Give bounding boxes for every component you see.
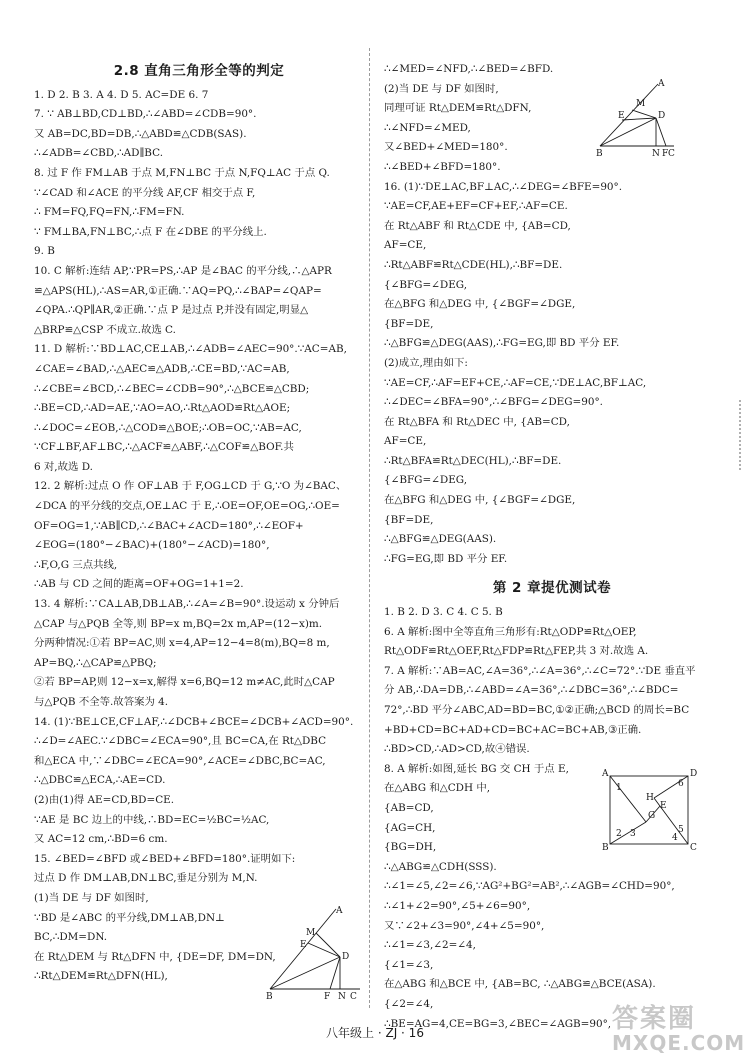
answer-line: △BRP≌△CSP 不成立.故选 C. (34, 323, 176, 336)
answer-line: ∴∠DOC=∠EOB,∴△COD≌△BOE;∴OB=OC,∵AB=AC, (34, 421, 302, 434)
answer-line: 8. A 解析:如图,延长 BG 交 CH 于点 E, (384, 762, 569, 775)
answer-line: 1. D 2. B 3. A 4. D 5. AC=DE 6. 7 (34, 88, 209, 101)
geometry-figure-15-case2 (596, 78, 675, 159)
figure-label: A (602, 769, 609, 779)
right-column (384, 60, 720, 1034)
answer-line: {BF=DE, (384, 317, 434, 330)
figure-label: E (300, 940, 307, 950)
answer-line: ∠EOG=(180°−∠BAC)+(180°−∠ACD)=180°, (34, 539, 270, 552)
answer-line: {∠BFG=∠DEG, (384, 474, 468, 487)
figure-label: B (602, 843, 609, 853)
answer-line: 在△BFG 和△DEG 中, {∠BGF=∠DGE, (384, 298, 576, 311)
answer-line: 在 Rt△DEM 与 Rt△DFN 中, {DE=DF, DM=DN, (34, 950, 276, 963)
answer-line: 7. ∵ AB⊥BD,CD⊥BD,∴∠ABD=∠CDB=90°. (34, 108, 257, 121)
answer-line: △CAP 与△PQB 全等,则 BP=x m,BQ=2x m,AP=(12−x)m. (34, 617, 323, 630)
answer-line: 15. ∠BED=∠BFD 或∠BED+∠BFD=180°.证明如下: (34, 852, 296, 865)
figure-label: B (596, 149, 603, 159)
figure-label: 3 (630, 829, 636, 839)
answer-line: ∴∠1=∠3,∠2=∠4, (384, 939, 476, 952)
figure-label: C (690, 843, 697, 853)
answer-line: 在 Rt△ABF 和 Rt△CDE 中, {AB=CD, (384, 219, 571, 232)
figure-label: 5 (678, 825, 684, 835)
answer-line: 同理可证 Rt△DEM≌Rt△DFN, (384, 102, 532, 115)
answer-line: 在△ABG 和△CDH 中, (384, 782, 491, 795)
answer-line: ∴∠DEC=∠BFA=90°,∴∠BFG=∠DEG=90°. (384, 396, 603, 409)
figure-label: C (350, 992, 357, 1002)
answer-line: ∴BE=CD,∴AD=AE,∵AO=AO,∴Rt△AOD≌Rt△AOE; (34, 402, 291, 415)
figure-label: D (690, 769, 698, 779)
answer-line: AP=BQ,∴△CAP≌△PBQ; (34, 656, 157, 669)
answer-line: ∴∠BED+∠BFD=180°. (384, 160, 501, 173)
answer-line: ≌△APS(HL),∴AS=AR,①正确.∵AQ=PQ,∴∠BAP=∠QAP= (34, 284, 322, 297)
answer-line: 过点 D 作 DM⊥AB,DN⊥BC,垂足分别为 M,N. (34, 872, 258, 885)
answer-line: {∠BFG=∠DEG, (384, 278, 468, 291)
watermark-cn: 答案圈 (612, 1004, 697, 1034)
answer-line: 13. 4 解析:∵CA⊥AB,DB⊥AB,∴∠A=∠B=90°.设运动 x 分钟后 (34, 598, 340, 611)
answer-line: ∴BD>CD,∴AD>CD,故④错误. (384, 743, 530, 756)
answer-line: ∴△BFG≌△DEG(AAS),∴FG=EG,即 BD 平分 EF. (384, 337, 620, 350)
figure-label: F (324, 992, 331, 1002)
answer-line: {∠2=∠4, (384, 997, 434, 1010)
answer-line: ∴Rt△BFA≌Rt△DEC(HL),∴BF=DE. (384, 454, 562, 467)
answer-line: ∵AE=CF,AE+EF=CF+EF,∴AF=CE. (384, 200, 568, 213)
answer-line: {∠1=∠3, (384, 958, 434, 971)
answer-line: ∴∠CBE=∠BCD,∴∠BEC=∠CDB=90°,∴△BCE≌△CBD; (34, 382, 310, 395)
answer-line: ∴∠D=∠AEC.∵∠DBC=∠ECA=90°,且 BC=CA,在 Rt△DBC (34, 735, 327, 748)
figure-label: E (660, 801, 667, 811)
figure-label: D (342, 952, 350, 962)
answer-line: ∠CAE=∠BAD,∴△AEC≌△ADB,∴CE=BD,∵AC=AB, (34, 362, 290, 375)
answer-line: 与△PQB 不全等.故答案为 4. (34, 696, 169, 708)
answer-line: 在 Rt△BFA 和 Rt△DEC 中, {AB=CD, (384, 415, 570, 428)
answer-line: ∵AE 是 BC 边上的中线,∴BD=EC=½BC=½AC, (34, 813, 270, 826)
answer-line: ∴∠NFD=∠MED, (384, 121, 471, 134)
figure-label: 1 (616, 783, 622, 793)
answer-line: BC,∴DM=DN. (34, 931, 108, 944)
answer-line: 12. 2 解析:过点 O 作 OF⊥AB 于 F,OG⊥CD 于 G,∵O 为∠BAC、 (34, 480, 347, 493)
answer-line: ∴△DBC≌△ECA,∴AE=CD. (34, 774, 166, 787)
figure-label: M (636, 99, 646, 109)
answer-line: {AB=CD, (384, 801, 434, 814)
answer-line: AF=CE, (384, 435, 427, 448)
answer-line: 1. B 2. D 3. C 4. C 5. B (384, 606, 503, 619)
answer-line: OF=OG=1,∵AB∥CD,∴∠BAC+∠ACD=180°,∴∠EOF+ (34, 519, 304, 532)
figure-label: D (658, 111, 666, 121)
answer-line: ∴∠1=∠5,∠2=∠6,∵AG²+BG²=AB²,∴∠AGB=∠CHD=90°, (384, 880, 675, 893)
answer-line: {AG=CH, (384, 821, 436, 834)
answer-line: 又∵∠2+∠3=90°,∠4+∠5=90°, (384, 919, 545, 932)
watermark-en: MXQE.COM (612, 1031, 746, 1055)
geometry-figure-15-case1 (264, 903, 362, 1001)
answer-line: 又 AB=DC,BD=DB,∴△ABD≌△CDB(SAS). (34, 127, 247, 140)
answer-line: 7. A 解析:∵AB=AC,∠A=36°,∴∠A=36°,∴∠C=72°.∵DE 垂直平 (384, 664, 696, 677)
page-footer: 八年级上 · ZJ · 16 (326, 1026, 424, 1040)
answer-line: 6 对,故选 D. (34, 460, 93, 473)
section-heading: 第 2 章提优测试卷 (492, 580, 612, 597)
answer-line: ∴△ABG≌△CDH(SSS). (384, 860, 497, 873)
answer-line: AF=CE, (384, 239, 427, 252)
answer-line: {BG=DH, (384, 841, 437, 854)
answer-line: (2)成立,理由如下: (384, 356, 468, 369)
answer-line: (2)当 DE 与 DF 如图时, (384, 82, 499, 95)
answer-line: 16. (1)∵DE⊥AC,BF⊥AC,∴∠DEG=∠BFE=90°. (384, 180, 623, 193)
answer-line: 10. C 解析:连结 AP,∵PR=PS,∴AP 是∠BAC 的平分线,∴△APR (34, 264, 332, 277)
answer-line: ∴FG=EG,即 BD 平分 EF. (384, 552, 508, 565)
answer-line: ∴∠MED=∠NFD,∴∠BED=∠BFD. (384, 63, 554, 75)
figure-label: A (336, 906, 343, 916)
figure-label: 6 (678, 779, 684, 789)
answer-line: 分两种情况:①若 BP=AC,则 x=4,AP=12−4=8(m),BQ=8 m, (34, 637, 330, 650)
figure-label: A (658, 79, 665, 89)
answer-line: +BD+CD=BC+AD+CD=BC+AC=BC+AB,③正确. (384, 723, 642, 736)
answer-line: ∵∠CAD 和∠ACE 的平分线 AF,CF 相交于点 F, (34, 186, 256, 199)
figure-label: G (648, 811, 656, 821)
geometry-figure-square (602, 769, 698, 853)
answer-line: 6. A 解析:图中全等直角三角形有:Rt△ODP≌Rt△OEP, (384, 625, 637, 638)
answer-line: ∵BD 是∠ABC 的平分线,DM⊥AB,DN⊥ (34, 911, 225, 924)
answer-line: ∴△BFG≌△DEG(AAS). (384, 533, 497, 546)
answer-line: ∠DCA 的平分线的交点,OE⊥AC 于 E,∴OE=OF,OE=OG,∴OE= (34, 500, 340, 513)
answer-line: ∴AB 与 CD 之间的距离=OF+OG=1+1=2. (34, 578, 244, 591)
figure-label: M (306, 928, 316, 938)
answer-line: (2)由(1)得 AE=CD,BD=CE. (34, 793, 175, 806)
watermark (612, 998, 746, 1055)
figure-label: F (662, 149, 669, 159)
figure-label: N (338, 992, 346, 1002)
answer-line: ∵ FM⊥BA,FN⊥BC,∴点 F 在∠DBE 的平分线上. (34, 225, 267, 238)
answer-line: 9. B (34, 245, 55, 258)
answer-line: {BF=DE, (384, 513, 434, 526)
edge-dots (739, 400, 745, 470)
answer-line: 又 AC=12 cm,∴BD=6 cm. (34, 833, 168, 846)
answer-line: ∴F,O,G 三点共线, (34, 558, 118, 571)
answer-line: ②若 BP=AP,则 12−x=x,解得 x=6,BQ=12 m≠AC,此时△CAP (34, 676, 335, 689)
answer-line: 14. (1)∵BE⊥CE,CF⊥AF,∴∠DCB+∠BCE=∠DCB+∠ACD=90°. (34, 715, 354, 728)
answer-line: 11. D 解析:∵BD⊥AC,CE⊥AB,∴∠ADB=∠AEC=90°.∵AC=AB, (34, 343, 347, 356)
answer-line: ∠QPA.∴QP∥AR,②正确.∵点 P 是过点 P,并没有固定,明显△ (34, 304, 309, 317)
figure-label: B (266, 992, 273, 1002)
answer-line: 在△BFG 和△DEG 中, {∠BGF=∠DGE, (384, 494, 576, 507)
answer-line: (1)当 DE 与 DF 如图时, (34, 891, 149, 904)
answer-line: ∵AE=CF,∴AF=EF+CE,∴AF=CE,∵DE⊥AC,BF⊥AC, (384, 376, 647, 389)
column-divider (369, 48, 370, 1008)
answer-line: 72°,∴BD 平分∠ABC,AD=BD=BC,①②正确;△BCD 的周长=BC (384, 704, 690, 716)
figure-label: 4 (672, 833, 678, 843)
section-heading: 2.8 直角三角形全等的判定 (113, 63, 285, 79)
answer-line: ∴∠1+∠2=90°,∠5+∠6=90°, (384, 899, 531, 912)
answer-line: ∴BE=AG=4,CE=BG=3,∠BEC=∠AGB=90°, (384, 1017, 612, 1030)
left-column (34, 60, 364, 987)
answer-line: 在△ABG 和△BCE 中, {AB=BC, ∴△ABG≌△BCE(ASA). (384, 978, 656, 991)
answer-line: ∴Rt△DEM≌Rt△DFN(HL), (34, 970, 168, 983)
answer-line: ∴∠ADB=∠CBD,∴AD∥BC. (34, 147, 164, 160)
answer-line: 8. 过 F 作 FM⊥AB 于点 M,FN⊥BC 于点 N,FQ⊥AC 于点 Q. (34, 166, 330, 179)
answer-line: ∴Rt△ABF≌Rt△CDE(HL),∴BF=DE. (384, 258, 563, 271)
figure-label: 2 (616, 829, 622, 839)
figure-label: N (652, 149, 660, 159)
figure-label: E (618, 111, 625, 121)
answer-line: 和△ECA 中,∵∠DBC=∠ECA=90°,∠ACE=∠DBC,BC=AC, (34, 754, 326, 767)
answer-line: ∴ FM=FQ,FQ=FN,∴FM=FN. (34, 206, 185, 219)
answer-line: 又∠BED+∠MED=180°. (384, 141, 508, 154)
figure-label: H (646, 793, 654, 803)
answer-line: Rt△ODF≌Rt△OEF,Rt△FDP≌Rt△FEP,共 3 对.故选 A. (384, 645, 649, 658)
figure-label: C (668, 149, 675, 159)
answer-line: 分 AB,∴DA=DB,∴∠ABD=∠A=36°,∴∠DBC=36°,∴∠BDC= (384, 684, 679, 697)
answer-line: ∵CF⊥BF,AF⊥BC,∴△ACF≌△ABF,∴△COF≌△BOF.共 (34, 441, 294, 454)
